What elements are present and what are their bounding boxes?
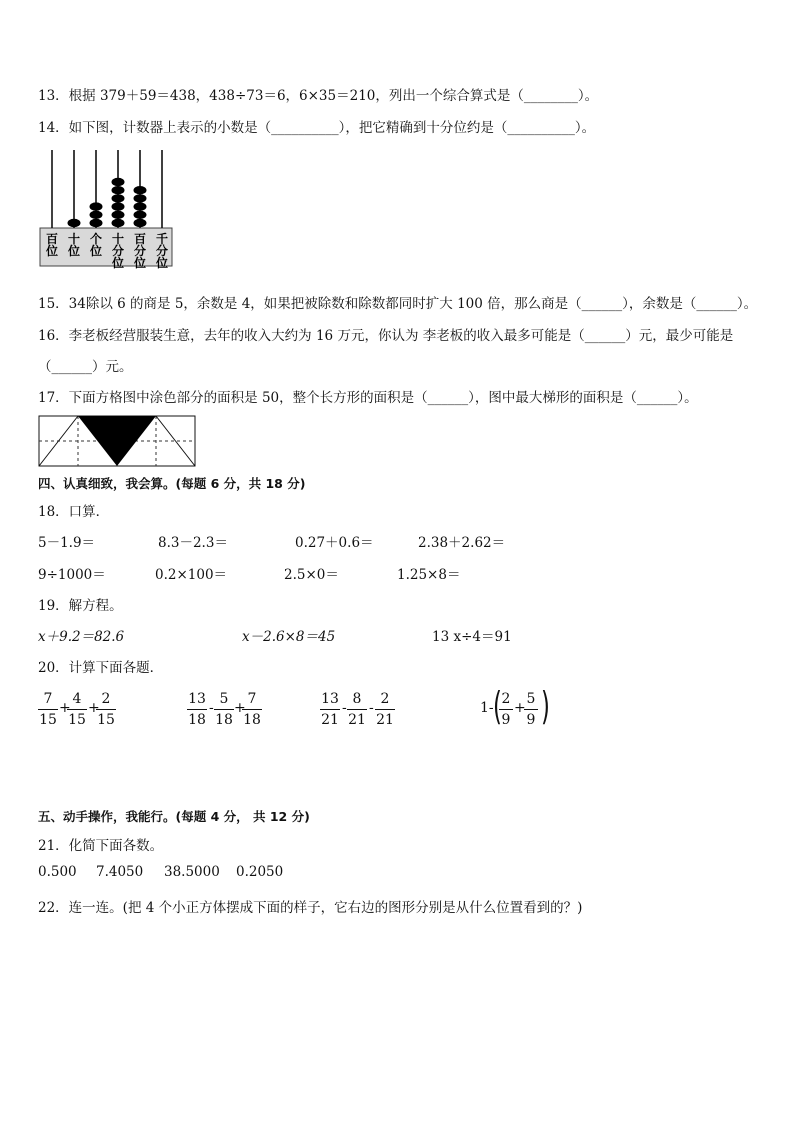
expr4-op1: +	[514, 700, 526, 716]
abacus-label: 千	[155, 232, 169, 246]
abacus-bead	[112, 186, 125, 194]
abacus-label: 百	[45, 232, 59, 246]
abacus-label: 十	[111, 232, 125, 246]
expr1-frac3: 2 15	[97, 691, 115, 728]
oral-5: 9÷1000＝	[38, 567, 106, 583]
equation-3: 13 x÷4＝91	[432, 629, 512, 645]
section-4-title: 四、认真细致，我会算。(每题 6 分，共 18 分)	[38, 476, 306, 491]
abacus-label: 十	[67, 232, 81, 246]
number-1: 0.500	[38, 864, 77, 880]
number-3: 38.5000	[164, 864, 220, 880]
expr3-op1: -	[342, 700, 347, 716]
oral-4: 2.38＋2.62＝	[418, 535, 506, 551]
oral-2: 8.3－2.3＝	[158, 535, 228, 551]
abacus-bead	[134, 219, 147, 227]
equation-1: x＋9.2＝82.6	[38, 629, 125, 645]
question-15: 15．34除以 6 的商是 5，余数是 4，如果把被除数和除数都同时扩大 100 倍，那么商是（______），余数是（______）。	[38, 296, 758, 312]
oral-7: 2.5×0＝	[284, 567, 339, 583]
question-16-line1: 16．李老板经营服装生意，去年的收入大约为 16 万元，你认为 李老板的收入最多可能是（______）元，最少可能是	[38, 328, 734, 344]
oral-8: 1.25×8＝	[397, 567, 461, 583]
expr2-frac3: 7 18	[243, 691, 261, 728]
abacus-bead	[134, 186, 147, 194]
expr4-frac2: 5 9	[524, 691, 538, 728]
abacus-bead	[112, 211, 125, 219]
question-14: 14．如下图，计数器上表示的小数是（__________），把它精确到十分位约是（__________）。	[38, 120, 596, 136]
question-22: 22．连一连。(把 4 个小正方体摆成下面的样子，它右边的图形分别是从什么位置看到的？)	[38, 900, 583, 916]
abacus-bead	[90, 202, 103, 210]
equation-2: x－2.6×8＝45	[242, 629, 336, 645]
abacus-bead	[112, 202, 125, 210]
expr3-frac2: 8 21	[348, 691, 366, 728]
abacus-bead	[134, 202, 147, 210]
question-17: 17．下面方格图中涂色部分的面积是 50，整个长方形的面积是（______），图中最大梯形的面积是（______）。	[38, 390, 698, 406]
abacus-bead	[134, 194, 147, 202]
question-19: 19．解方程。	[38, 598, 123, 614]
question-16-line2: （______）元。	[38, 359, 133, 375]
abacus-label: 位	[111, 256, 125, 270]
abacus-bead	[68, 219, 81, 227]
expr1-frac2: 4 15	[68, 691, 86, 728]
expr1-op1: +	[59, 700, 71, 716]
oral-1: 5－1.9＝	[38, 535, 96, 551]
abacus-label: 位	[133, 256, 147, 270]
expr3-frac3: 2 21	[376, 691, 394, 728]
expr3-op2: -	[369, 700, 374, 716]
abacus-figure	[38, 148, 178, 276]
expr3-frac1: 13 21	[321, 691, 339, 728]
question-18: 18．口算．	[38, 504, 110, 520]
expr2-op2: +	[234, 700, 246, 716]
oral-3: 0.27＋0.6＝	[295, 535, 374, 551]
expr4-lead: 1-	[480, 700, 494, 716]
expr1-op2: +	[88, 700, 100, 716]
abacus-bead	[112, 178, 125, 186]
expr2-frac1: 13 18	[188, 691, 206, 728]
question-21: 21．化简下面各数。	[38, 838, 164, 854]
expr4-frac1: 2 9	[499, 691, 513, 728]
number-2: 7.4050	[96, 864, 144, 880]
diag-left	[39, 416, 78, 466]
section-5-title: 五、动手操作，我能行。(每题 4 分， 共 12 分)	[38, 809, 310, 824]
abacus-bead	[90, 219, 103, 227]
abacus-label: 分	[155, 244, 169, 258]
expr2-frac2: 5 18	[215, 691, 233, 728]
abacus-label: 百	[133, 232, 147, 246]
abacus-label: 分	[133, 244, 147, 258]
abacus-label: 位	[89, 244, 103, 258]
abacus-label: 位	[67, 244, 81, 258]
abacus-bead	[134, 211, 147, 219]
abacus-label: 位	[155, 256, 169, 270]
expr4-left-paren: (	[492, 684, 502, 728]
abacus-bead	[112, 219, 125, 227]
abacus-label: 分	[111, 244, 125, 258]
number-4: 0.2050	[236, 864, 284, 880]
expr2-op1: -	[209, 700, 214, 716]
question-20: 20．计算下面各题．	[38, 660, 164, 676]
question-13: 13．根据 379＋59＝438，438÷73＝6，6×35＝210，列出一个综合算式是（________）。	[38, 88, 599, 104]
oral-6: 0.2×100＝	[155, 567, 228, 583]
shaded-rectangle-figure	[38, 415, 198, 469]
abacus-label: 位	[45, 244, 59, 258]
expr1-frac1: 7 15	[39, 691, 57, 728]
abacus-bead	[90, 211, 103, 219]
abacus-bead	[112, 194, 125, 202]
abacus-label: 个	[89, 232, 103, 246]
abacus-base	[40, 228, 172, 266]
expr4-right-paren: )	[540, 684, 550, 728]
